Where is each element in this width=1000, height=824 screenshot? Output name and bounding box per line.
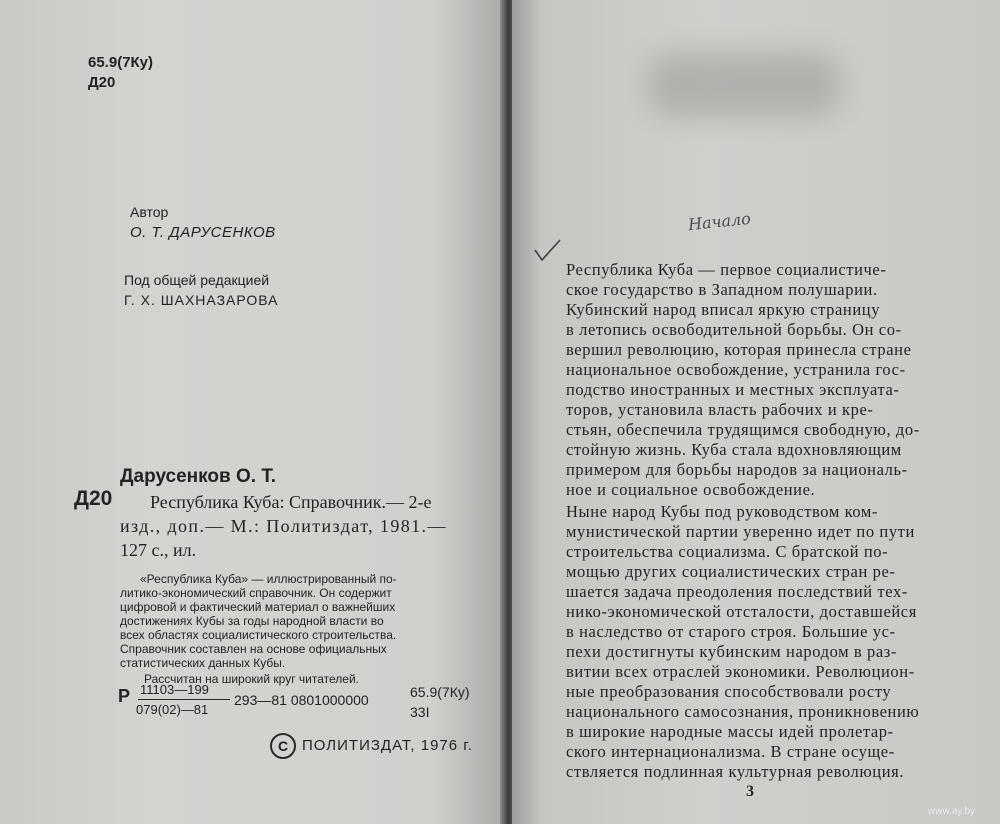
bbk-code: 65.9(7Ку) xyxy=(88,54,154,71)
body-line: ные преобразования способствовали росту xyxy=(566,682,892,701)
body-line: витии всех отраслей экономики. Революцион- xyxy=(566,662,915,681)
body-line: Ныне народ Кубы под руководством ком- xyxy=(566,502,879,521)
body-line: строительства социализма. С братской по- xyxy=(566,542,889,561)
annotation-line: всех областях социалистического строительства. xyxy=(120,628,397,642)
body-line: в летопись освободительной борьбы. Он со- xyxy=(566,320,902,339)
body-line: пехи достигнуты кубинским народом в раз- xyxy=(566,642,898,661)
editor-name: Г. Х. ШАХНАЗАРОВА xyxy=(124,292,279,308)
body-line: национальное освобождение, устранила гос- xyxy=(566,360,906,379)
card-code-top: Д20 xyxy=(88,74,116,91)
body-line: шается задача преодоления последствий тех- xyxy=(566,582,908,601)
annotation-line: цифровой и фактический материал о важнейших xyxy=(120,600,396,614)
body-line: нико-экономической отсталости, доставшейся xyxy=(566,602,917,621)
watermark: www.ay.by xyxy=(928,806,976,817)
copyright-text: ПОЛИТИЗДАТ, 1976 г. xyxy=(302,737,474,754)
author-name: О. Т. ДАРУСЕНКОВ xyxy=(130,224,276,241)
editor-label: Под общей редакцией xyxy=(124,272,270,288)
body-line: Республика Куба — первое социалистиче- xyxy=(566,260,887,279)
annotation-line: достижениях Кубы за годы народной власти во xyxy=(120,614,384,628)
classification-top: 65.9(7Ку) xyxy=(410,684,470,700)
checkmark-icon xyxy=(533,238,563,264)
fraction-top: 11103—199 xyxy=(140,682,209,697)
body-line: вершил революцию, которая принесла стране xyxy=(566,340,912,359)
page-number: 3 xyxy=(746,783,754,800)
body-line: примером для борьбы народов за националь- xyxy=(566,460,908,479)
body-line: ского интернационализма. В стране осуще- xyxy=(566,742,895,761)
fraction-bottom: 079(02)—81 xyxy=(136,702,209,717)
index-letter: Р xyxy=(118,686,131,706)
annotation-line: литико-экономический справочник. Он содержит xyxy=(120,586,392,600)
classification-bottom: 33I xyxy=(410,704,430,720)
card-heading: Дарусенков О. Т. xyxy=(120,466,277,487)
bib-line: изд., доп.— М.: Политиздат, 1981.— xyxy=(120,516,447,536)
blurred-stamp xyxy=(646,52,842,118)
body-line: национального самосознания, проникновению xyxy=(566,702,920,721)
fraction-rest: 293—81 0801000000 xyxy=(234,692,369,708)
annotation-line: «Республика Куба» — иллюстрированный по- xyxy=(140,572,397,586)
body-line: стьян, обеспечила трудящимся свободную, до- xyxy=(566,420,920,439)
card-code: Д20 xyxy=(74,487,113,510)
bib-line: Республика Куба: Справочник.— 2-е xyxy=(150,492,432,512)
body-line: мощью других социалистических стран ре- xyxy=(566,562,896,581)
handwritten-note: Начало xyxy=(687,208,752,235)
body-line: в широкие народные массы идей пролетар- xyxy=(566,722,894,741)
body-line: ствляется подлинная культурная революция. xyxy=(566,762,905,781)
copyright-icon: C xyxy=(270,733,296,759)
author-label: Автор xyxy=(130,204,169,220)
body-line: ное и социальное освобождение. xyxy=(566,480,816,499)
annotation-line: статистических данных Кубы. xyxy=(120,656,286,670)
body-line: стойную жизнь. Куба стала вдохновляющим xyxy=(566,440,902,459)
body-line: торов, установила власть рабочих и кре- xyxy=(566,400,874,419)
body-line: подство иностранных и местных эксплуата- xyxy=(566,380,900,399)
annotation-line: Рассчитан на широкий круг читателей. xyxy=(144,672,359,686)
body-line: мунистической партии уверенно идет по пути xyxy=(566,522,915,541)
fraction-bar xyxy=(138,699,230,700)
bib-line: 127 с., ил. xyxy=(120,540,197,560)
body-line: в наследство от старого строя. Большие ус- xyxy=(566,622,896,641)
body-line: ское государство в Западном полушарии. xyxy=(566,280,878,299)
body-line: Кубинский народ вписал яркую страницу xyxy=(566,300,881,319)
annotation-line: Справочник составлен на основе официальных xyxy=(120,642,387,656)
